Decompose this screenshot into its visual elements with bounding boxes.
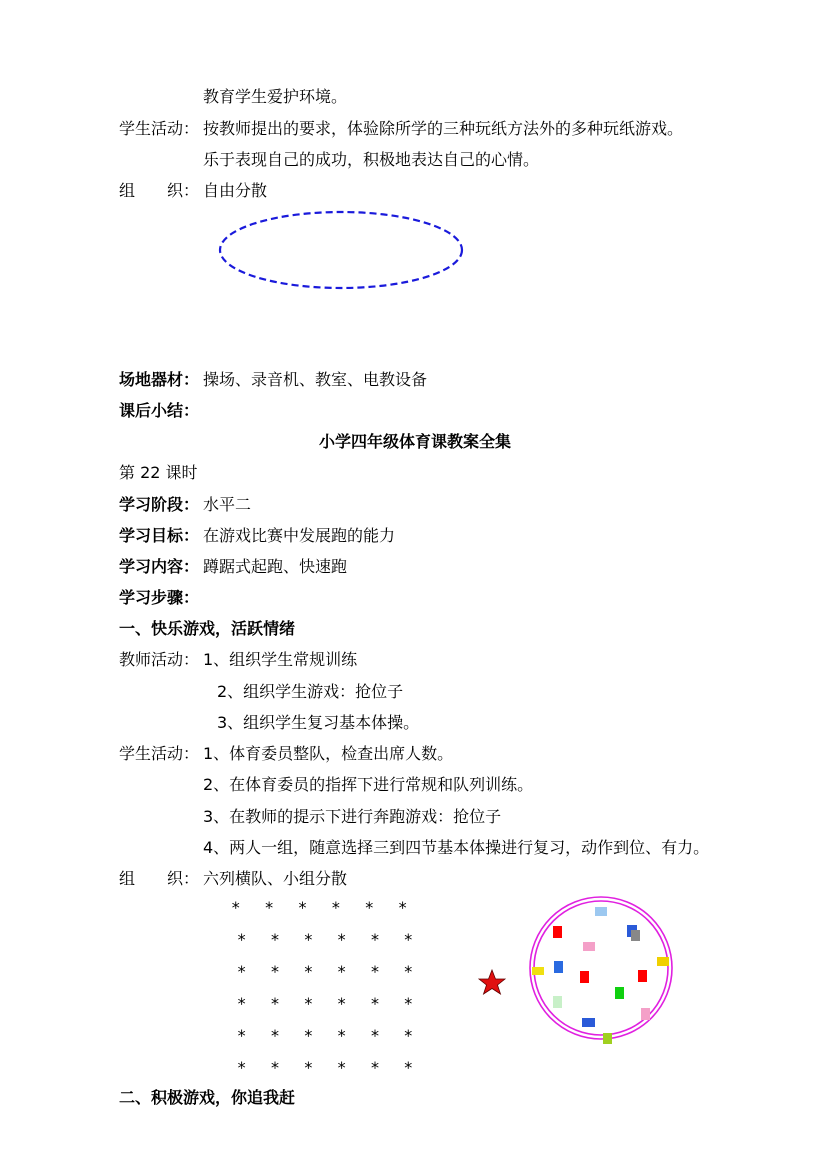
student-mark: * [237,962,246,981]
student-mark: * [370,1026,379,1045]
organization-label: 组 织： [119,181,200,200]
student-mark: * [304,962,313,981]
student-mark: * [337,930,346,949]
seat-marker [553,926,562,938]
student-activity-item: 4、两人一组，随意选择三到四节基本体操进行复习，动作到位、有力。 [203,838,710,857]
student-mark: * [337,994,346,1013]
goal-value: 在游戏比赛中发展跑的能力 [203,526,396,545]
formation-row [225,930,425,962]
equipment-label: 场地器材： [119,370,200,389]
section-heading: 二、积极游戏，你追我赶 [119,1088,296,1107]
lesson-number: 第 22 课时 [119,463,198,482]
equipment-value: 操场、录音机、教室、电教设备 [203,370,428,389]
activity-label: 学生活动： [119,119,200,138]
formation-grid [225,898,425,1090]
student-mark: * [270,962,279,981]
student-mark: * [404,1026,413,1045]
student-mark: * [298,898,307,917]
student-mark: * [337,1026,346,1045]
organization-value: 自由分散 [203,181,268,200]
formation-row [225,1026,425,1058]
seat-marker [582,1018,595,1027]
student-mark: * [304,930,313,949]
student-activity-label: 学生活动： [119,744,200,763]
student-mark: * [404,1058,413,1077]
student-mark: * [237,994,246,1013]
teacher-activity-label: 教师活动： [119,650,200,669]
seat-marker [615,987,624,999]
student-mark: * [304,1058,313,1077]
stage-label: 学习阶段： [119,495,200,514]
seat-marker [603,1033,612,1044]
stage-value: 水平二 [203,495,252,514]
seat-marker [532,967,544,975]
seat-marker [631,930,640,941]
student-mark: * [237,1058,246,1077]
student-mark: * [365,898,374,917]
student-mark: * [304,994,313,1013]
seat-marker [595,907,607,916]
student-mark: * [237,1026,246,1045]
seat-marker [580,971,589,983]
student-mark: * [370,994,379,1013]
student-mark: * [331,898,340,917]
student-mark: * [404,994,413,1013]
teacher-activity-item: 1、组织学生常规训练 [203,650,358,669]
student-mark: * [304,1026,313,1045]
student-activity-item: 3、在教师的提示下进行奔跑游戏：抢位子 [203,807,502,826]
seat-marker [638,970,647,982]
activity-text: 乐于表现自己的成功，积极地表达自己的心情。 [203,150,540,169]
goal-label: 学习目标： [119,526,200,545]
student-mark: * [370,1058,379,1077]
game-circle-outer [530,897,672,1039]
student-activity-item: 2、在体育委员的指挥下进行常规和队列训练。 [203,775,534,794]
seat-marker [583,942,595,951]
steps-label: 学习步骤： [119,588,200,607]
seat-marker [657,957,669,966]
student-activity-item: 1、体育委员整队，检查出席人数。 [203,744,454,763]
intro-text-line: 教育学生爱护环境。 [203,87,348,106]
student-mark: * [404,962,413,981]
activity-text: 按教师提出的要求，体验除所学的三种玩纸方法外的多种玩纸游戏。 [203,119,684,138]
student-mark: * [231,898,240,917]
section-heading: 一、快乐游戏，活跃情绪 [119,619,296,638]
formation-row [219,898,425,930]
student-mark: * [265,898,274,917]
student-mark: * [370,930,379,949]
summary-label: 课后小结： [119,401,200,420]
student-mark: * [237,930,246,949]
student-mark: * [404,930,413,949]
formation-row [225,1058,425,1090]
teacher-star-icon [479,970,505,994]
formation-row [225,994,425,1026]
scatter-area-ellipse [220,212,462,288]
student-mark: * [270,994,279,1013]
seat-marker [641,1008,650,1020]
page-title: 小学四年级体育课教案全集 [318,432,511,451]
student-mark: * [270,1058,279,1077]
student-mark: * [398,898,407,917]
teacher-activity-item: 2、组织学生游戏：抢位子 [217,682,404,701]
student-mark: * [337,962,346,981]
organization-value: 六列横队、小组分散 [203,869,348,888]
content-value: 蹲踞式起跑、快速跑 [203,557,348,576]
student-mark: * [370,962,379,981]
seat-marker [554,961,563,973]
seat-marker [553,996,562,1008]
student-mark: * [270,930,279,949]
content-label: 学习内容： [119,557,200,576]
formation-row [225,962,425,994]
student-mark: * [337,1058,346,1077]
student-mark: * [270,1026,279,1045]
organization-label: 组 织： [119,869,200,888]
teacher-activity-item: 3、组织学生复习基本体操。 [217,713,420,732]
